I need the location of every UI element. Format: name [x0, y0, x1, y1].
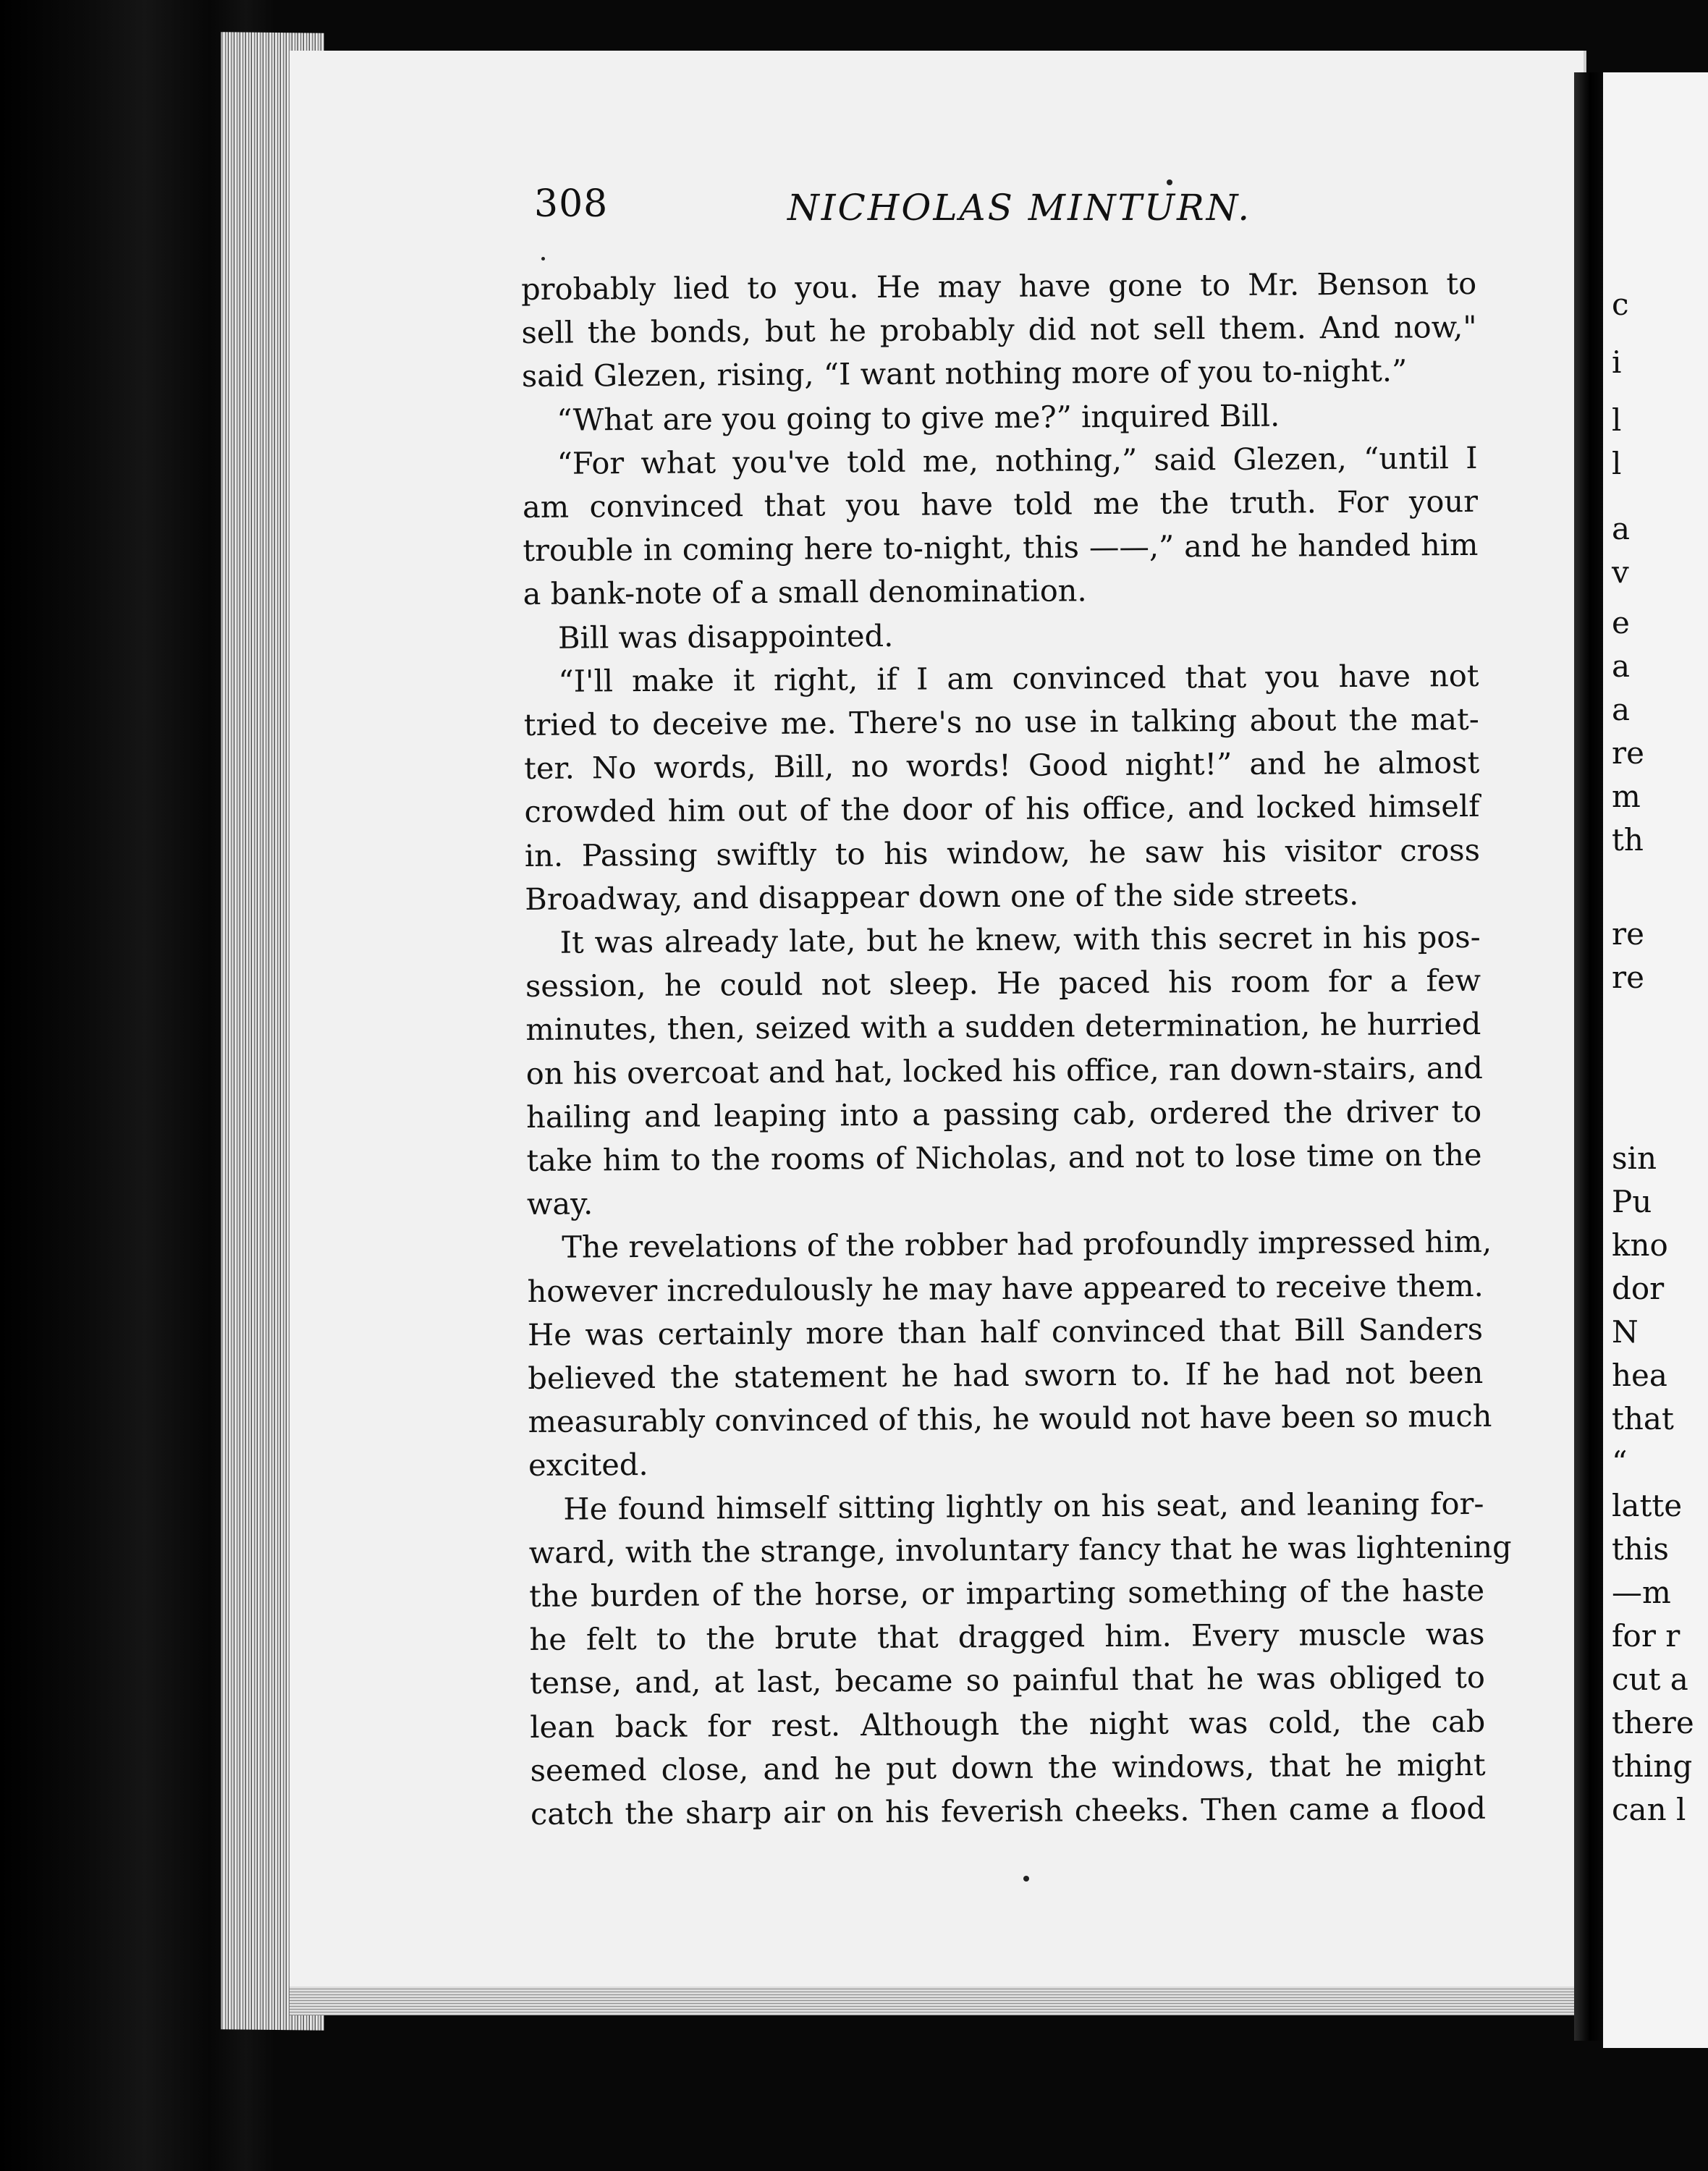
page-bottom-edge	[289, 1986, 1578, 2015]
facing-page-fragment: a	[1612, 648, 1631, 684]
text-line: the burden of the horse, or imparting something of the haste	[529, 1572, 1485, 1614]
text-line: session, he could not sleep. He paced his room for a few	[525, 962, 1481, 1004]
text-line: crowded him out of the door of his office, and locked himself	[524, 788, 1480, 830]
text-line: Bill was disappointed.	[557, 617, 894, 656]
facing-page-fragment: “	[1612, 1444, 1628, 1480]
facing-page-fragment: cut a	[1612, 1662, 1688, 1697]
facing-page-fragment: c	[1612, 287, 1629, 322]
facing-page-fragment: e	[1612, 605, 1630, 640]
text-line: Broadway, and disappear down one of the side streets.	[525, 876, 1359, 917]
text-line: tried to deceive me. There's no use in talking about the mat-	[523, 701, 1479, 742]
facing-page-fragment: can l	[1612, 1792, 1686, 1827]
text-line: “For what you've told me, nothing,” said Glezen, “until I	[557, 439, 1478, 481]
text-line: said Glezen, rising, “I want nothing more of you to-night.”	[521, 352, 1408, 394]
text-line: It was already late, but he knew, with this secret in his pos-	[559, 918, 1481, 960]
facing-page-fragment: latte	[1612, 1488, 1683, 1523]
facing-page-fragment: that	[1612, 1401, 1674, 1436]
facing-page-fragment: —m	[1612, 1575, 1671, 1610]
ink-speck	[1167, 179, 1172, 185]
text-line: however incredulously he may have appeared to receive them.	[527, 1267, 1484, 1309]
text-line: catch the sharp air on his feverish cheeks. Then came a flood	[530, 1790, 1487, 1832]
text-line: measurably convinced of this, he would not have been so much	[528, 1398, 1492, 1440]
text-line: ward, with the strange, involuntary fancy that he was lightening	[528, 1528, 1512, 1570]
text-line: seemed close, and he put down the windows, that he might	[530, 1746, 1486, 1788]
text-line: He was certainly more than half convinced that Bill Sanders	[527, 1311, 1484, 1353]
facing-page-fragment: l	[1612, 402, 1622, 438]
facing-page-fragment: re	[1612, 960, 1644, 995]
text-line: The revelations of the robber had profoundly impressed him,	[562, 1224, 1492, 1266]
facing-page-fragment: there	[1612, 1705, 1694, 1740]
facing-page-fragment: N	[1612, 1314, 1639, 1350]
text-line: ter. No words, Bill, no words! Good night!” and he almost	[524, 745, 1480, 787]
facing-page-fragment: sin	[1612, 1140, 1657, 1176]
facing-page-fragment: v	[1612, 554, 1629, 590]
facing-page-fragment: re	[1612, 735, 1644, 771]
text-line: excited.	[528, 1447, 648, 1484]
text-line: tense, and, at last, became so painful that he was obliged to	[529, 1659, 1486, 1701]
text-line: take him to the rooms of Nicholas, and not to lose time on the	[526, 1136, 1482, 1178]
text-line: hailing and leaping into a passing cab, ordered the driver to	[525, 1093, 1482, 1135]
facing-page-fragment: i	[1612, 344, 1622, 380]
body-text	[521, 265, 1512, 1863]
facing-page-fragment: thing	[1612, 1748, 1693, 1784]
text-line: He found himself sitting lightly on his seat, and leaning for-	[563, 1485, 1484, 1527]
text-line: “What are you going to give me?” inquired Bill.	[557, 397, 1280, 438]
facing-page-fragment: l	[1612, 446, 1622, 481]
page-number: 308	[534, 182, 609, 226]
facing-page-fragment: m	[1612, 779, 1641, 814]
running-title: NICHOLAS MINTURN.	[787, 187, 1252, 229]
text-line: a bank-note of a small denomination.	[523, 572, 1087, 612]
facing-page-fragment: a	[1612, 511, 1631, 546]
facing-page	[1603, 72, 1708, 2048]
text-line: lean back for rest. Although the night was cold, the cab	[530, 1703, 1486, 1745]
text-line: sell the bonds, but he probably did not sell them. And now,"	[521, 309, 1477, 351]
facing-page-fragment: hea	[1612, 1358, 1667, 1393]
text-line: probably lied to you. He may have gone to Mr. Benson to	[521, 265, 1477, 307]
text-line: in. Passing swiftly to his window, he saw his visitor cross	[524, 831, 1481, 873]
facing-page-fragment: Pu	[1612, 1184, 1652, 1219]
text-line: trouble in coming here to-night, this ——,” and he handed him	[523, 527, 1479, 569]
facing-page-fragment: th	[1612, 822, 1644, 858]
text-line: believed the statement he had sworn to. If he had not been	[528, 1354, 1484, 1396]
facing-page-fragment: a	[1612, 692, 1631, 727]
facing-page-fragment: re	[1612, 916, 1644, 952]
text-line: on his overcoat and hat, locked his office, ran down-stairs, and	[525, 1049, 1483, 1091]
text-line: “I'll make it right, if I am convinced that you have not	[558, 657, 1479, 699]
text-line: minutes, then, seized with a sudden determination, he hurried	[525, 1006, 1481, 1048]
facing-page-fragment: this	[1612, 1531, 1669, 1567]
facing-page-fragment: dor	[1612, 1271, 1665, 1306]
text-line: am convinced that you have told me the truth. For your	[522, 483, 1479, 525]
text-line: he felt to the brute that dragged him. Every muscle was	[529, 1616, 1485, 1658]
facing-page-fragment: kno	[1612, 1227, 1668, 1263]
text-line: way.	[526, 1185, 593, 1222]
ink-speck	[1023, 1876, 1029, 1882]
facing-page-fragment: for r	[1612, 1618, 1680, 1654]
ink-speck	[541, 257, 545, 261]
